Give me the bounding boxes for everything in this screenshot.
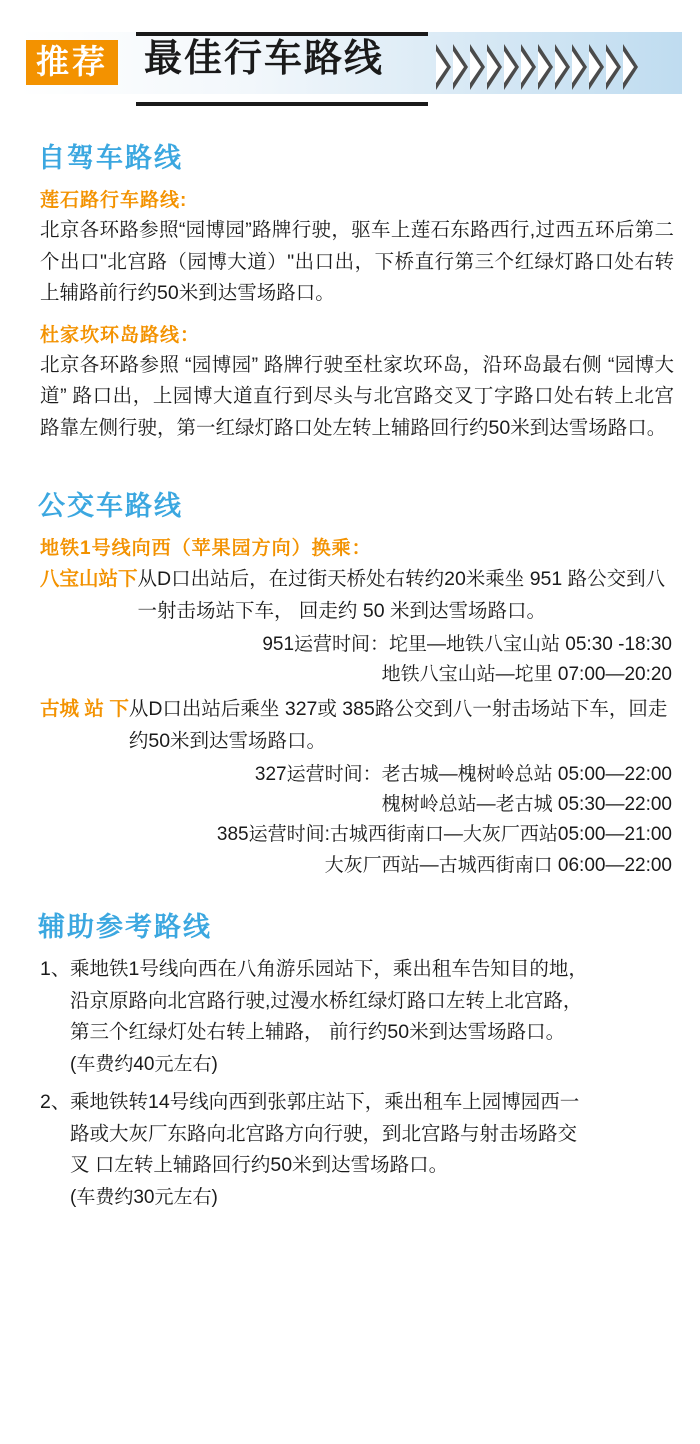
bus-time-951-return: 地铁八宝山站—坨里 07:00—20:20: [381, 664, 672, 686]
bus-stop-text-babaoshan: 从D口出站后，在过街天桥处右转约20米乘坐 951 路公交到八一射击场站下车， 回走约 50 米到达雪场路口。: [137, 568, 666, 623]
list-item: [40, 954, 674, 1081]
chevron-right-icon: [521, 44, 536, 90]
chevron-right-icon: [606, 44, 621, 90]
list-line: 乘地铁转14号线向西到张郭庄站下，乘出租车上园博园西一: [70, 1091, 580, 1114]
chevron-right-icon: [453, 44, 468, 90]
chevron-right-icon: [504, 44, 519, 90]
bus-time-327-outbound: 327运营时间：老古城—槐树岭总站 05:00—22:00: [254, 763, 672, 785]
list-line: 第三个红绿灯处右转上辅路， 前行约50米到达雪场路口。: [70, 1021, 566, 1044]
header-rule-top: [136, 32, 428, 36]
section-title-drive: 自驾车路线: [38, 143, 183, 173]
bus-stop-label-gucheng: 古城 站 下: [40, 698, 129, 721]
list-marker-1: 1、: [40, 958, 71, 981]
list-body-1: [70, 954, 674, 1081]
list-line: 乘地铁1号线向西在八角游乐园站下，乘出租车告知目的地，: [70, 958, 588, 981]
chevron-right-icon: [436, 44, 451, 90]
list-item: [40, 1087, 674, 1214]
chevron-right-icon: [572, 44, 587, 90]
list-note-fare-1: (车费约40元左右): [70, 1053, 218, 1075]
bus-time-327-return: 槐树岭总站—老古城 05:30—22:00: [381, 793, 672, 815]
page-header: [18, 18, 682, 116]
bus-stop-babaoshan: [40, 564, 674, 627]
bus-stop-text-gucheng: 从D口出站后乘坐 327或 385路公交到八一射击场站下车，回走约50米到达雪场路口。: [128, 698, 668, 752]
chevron-decoration: [436, 44, 638, 90]
bus-subtitle-subway-line1: 地铁1号线向西（苹果园方向）换乘：: [40, 538, 372, 560]
list-line: 沿京原路向北宫路行驶,过漫水桥红绿灯路口左转上北宫路，: [70, 989, 583, 1012]
chevron-right-icon: [555, 44, 570, 90]
header-rule-bottom: [136, 102, 428, 106]
document-body: [0, 116, 700, 1214]
list-marker-2: 2、: [40, 1091, 71, 1114]
route-label-dujiakan: 杜家坎环岛路线：: [40, 324, 201, 346]
chevron-right-icon: [589, 44, 604, 90]
list-body-2: [70, 1087, 674, 1214]
header-badge: 推荐: [26, 40, 118, 85]
chevron-right-icon: [538, 44, 553, 90]
section-title-auxiliary: 辅助参考路线: [38, 912, 212, 943]
section-title-bus: 公交车路线: [38, 491, 183, 522]
chevron-right-icon: [623, 44, 638, 90]
bus-stop-gucheng: [40, 694, 674, 757]
list-note-fare-2: (车费约30元左右): [70, 1186, 218, 1208]
chevron-right-icon: [470, 44, 485, 90]
bus-time-385-outbound: 385运营时间:古城西街南口—大灰厂西站05:00—21:00: [216, 824, 672, 846]
route-text-dujiakan: 北京各环路参照 “园博园” 路牌行驶至杜家坎环岛，沿环岛最右侧 “园博大道” 路口出，上园博大道直行到尽头与北宫路交叉丁字路口处右转上北宫路靠左侧行驶，第一红绿灯路口处左转上辅路回行约50米到达雪场路口。: [40, 353, 674, 439]
page-title: 最佳行车路线: [144, 38, 385, 80]
bus-time-385-return: 大灰厂西站—古城西街南口 06:00—22:00: [324, 854, 672, 876]
list-line: 路或大灰厂东路向北宫路方向行驶，到北宫路与射击场路交: [70, 1122, 578, 1145]
route-label-lianshi: 莲石路行车路线:: [40, 190, 188, 211]
list-line: 叉 口左转上辅路回行约50米到达雪场路口。: [70, 1154, 449, 1177]
route-text-lianshi: 北京各环路参照“园博园”路牌行驶，驱车上莲石东路西行,过西五环后第二个出口"北宫路（园博大道）"出口出，下桥直行第三个红绿灯路口处右转上辅路前行约50米到达雪场路口。: [40, 219, 674, 305]
bus-time-951-outbound: 951运营时间：坨里—地铁八宝山站 05:30 -18:30: [262, 633, 672, 655]
bus-stop-label-babaoshan: 八宝山站下: [40, 568, 138, 591]
chevron-right-icon: [487, 44, 502, 90]
